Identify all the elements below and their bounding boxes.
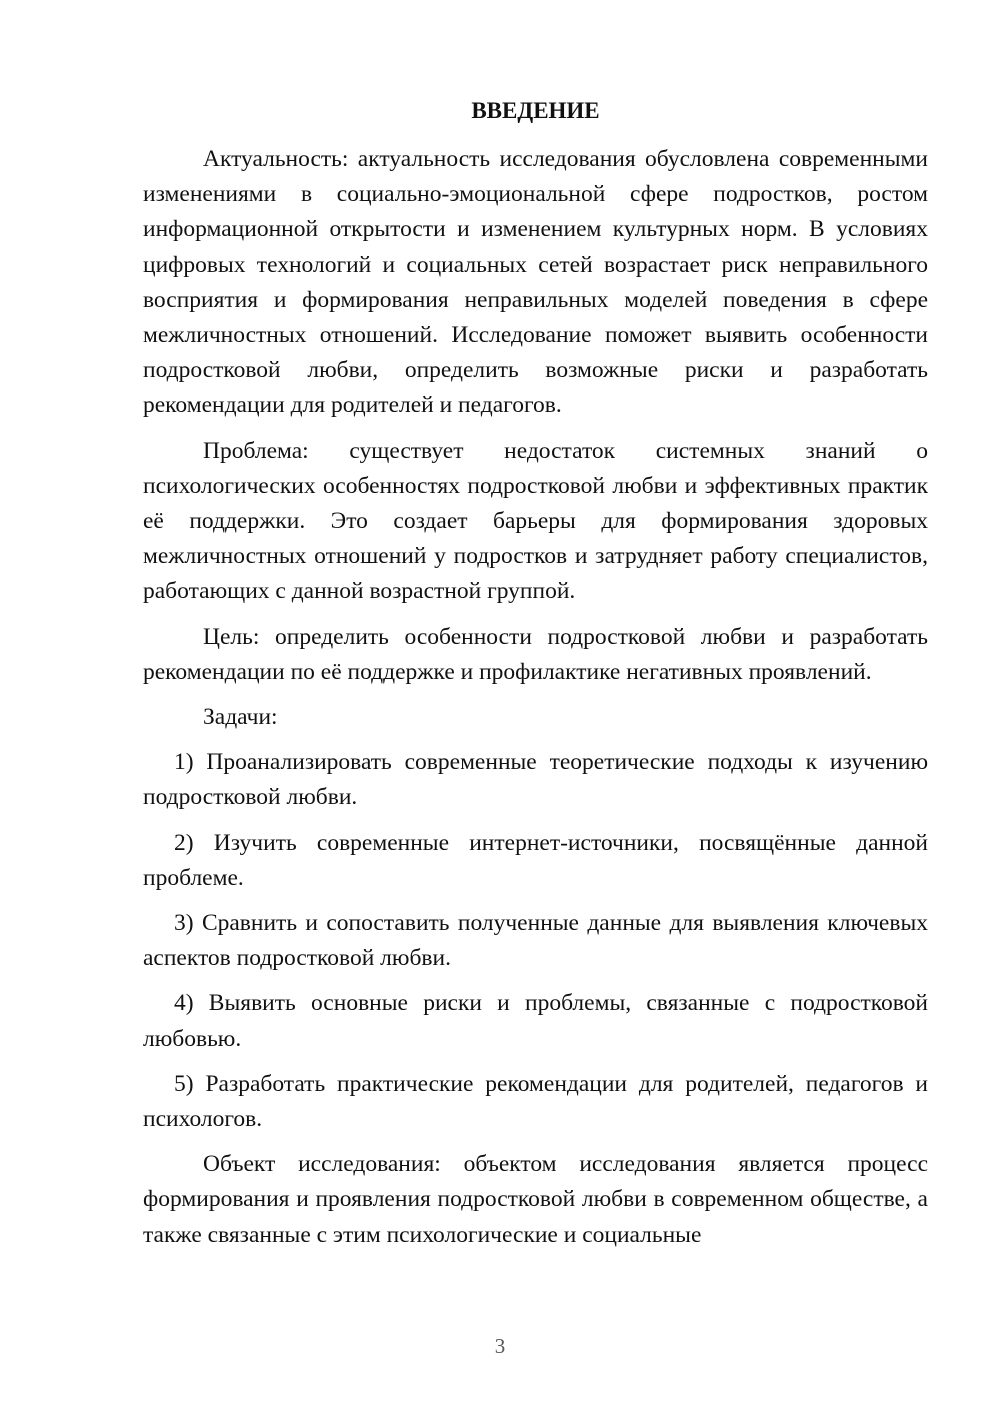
paragraph-problem: Проблема: существует недостаток системных знаний о психологических особенностях подростковой любви и эффективных практик её поддержки. Это создает барьеры для формирования здоровых межличностных отношений у подростков и затрудняет работу специалистов, работающих с данной возрастной группой. [143,437,928,605]
page-number: 3 [494,1334,506,1358]
task-item: 4) Выявить основные риски и проблемы, связанные с подростковой любовью. [143,990,928,1052]
task-item: 1) Проанализировать современные теоретические подходы к изучению подростковой любви. [143,749,928,811]
paragraph-relevance: Актуальность: актуальность исследования обусловлена современными изменениями в социально-эмоциональной сфере подростков, ростом информационной открытости и изменением культурных норм. В условиях цифровых технологий и социальных сетей возрастает риск неправильного восприятия и формирования неправильных моделей поведения в сфере межличностных отношений. Исследование поможет выявить особенности подростковой любви, определить возможные риски и разработать рекомендации для родителей и педагогов. [143,146,928,419]
body-text [143,142,928,1253]
paragraph-object: Объект исследования: объектом исследования является процесс формирования и проявления подростковой любви в современном обществе, а также связанные с этим психологические и социальные [143,1151,928,1248]
tasks-label: Задачи: [203,704,278,731]
paragraph-goal: Цель: определить особенности подростковой любви и разработать рекомендации по её поддержке и профилактике негативных проявлений. [143,623,928,685]
section-heading: ВВЕДЕНИЕ [471,98,600,123]
task-item: 5) Разработать практические рекомендации для родителей, педагогов и психологов. [143,1070,928,1133]
task-item: 2) Изучить современные интернет-источники, посвящённые данной проблеме. [143,829,928,891]
task-item: 3) Сравнить и сопоставить полученные данные для выявления ключевых аспектов подростковой любви. [143,910,928,972]
